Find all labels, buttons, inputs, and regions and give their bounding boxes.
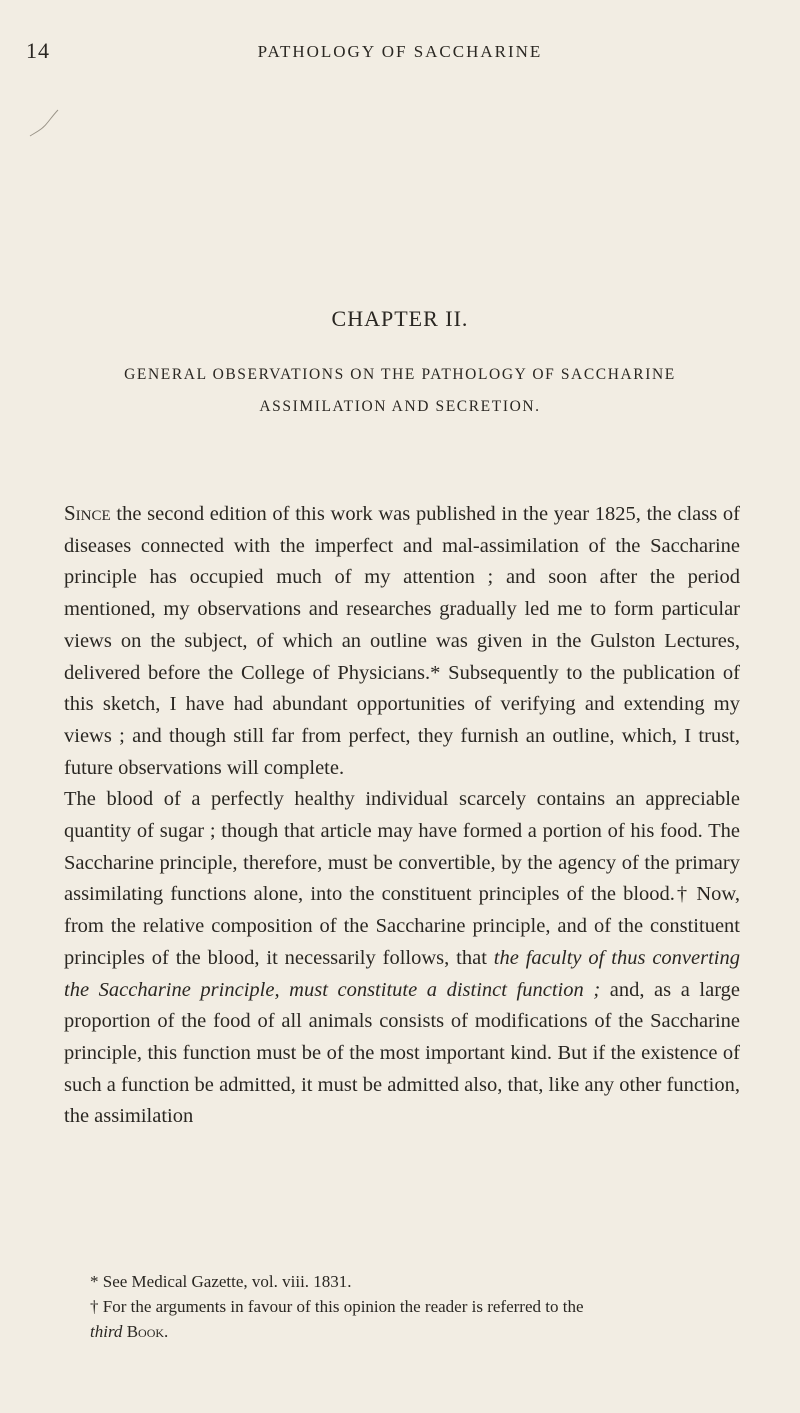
body-text bbox=[64, 498, 740, 1133]
page-number: 14 bbox=[26, 38, 50, 63]
paragraph-1-text: the second edition of this work was published in the year 1825, the class of diseases connected with the imperfect and mal-assimilation of the Saccharine principle has occupied much of my attention ; and soon after the period mentioned, my observations and researches gradually led me to form particular views on the subject, of which an outline was given in the Gulston Lectures, delivered before the College of Physicians.* Subsequently to the publication of this sketch, I have had abundant opportunities of verifying and extending my views ; and though still far from perfect, they furnish an outline, which, I trust, future observations will complete. bbox=[64, 503, 740, 779]
paragraph-1 bbox=[64, 498, 740, 784]
paragraph-2-text-b: and, as a large proportion of the food of all animals consists of modifications of the Saccharine principle, this function must be of the most important kind. But if the existence of such a function be admitted, it must be admitted also, that, like any other function, the assimilation bbox=[64, 978, 740, 1128]
running-title: PATHOLOGY OF SACCHARINE bbox=[257, 42, 543, 61]
chapter-subtitle-line-2: ASSIMILATION AND SECRETION. bbox=[259, 398, 541, 415]
chapter-title: CHAPTER II. bbox=[331, 306, 469, 331]
paragraph-2-text-a: The blood of a perfectly healthy individual scarcely contains an appreciable quantity of sugar ; though that article may have formed a portion of his food. The Saccharine principle, therefore, must be convertible, by the agency of the primary assimilating functions alone, into the constituent principles of the blood.† Now, from the relative composition of the Saccharine principle, and of the constituent principles of the blood, it necessarily follows, that bbox=[64, 788, 740, 969]
footnote-2-end: Book. bbox=[126, 1322, 169, 1341]
footnotes bbox=[64, 1269, 740, 1344]
paragraph-2-italic: the faculty of thus converting the Saccharine principle, must constitute a distinct function ; bbox=[64, 946, 740, 1001]
footnote-2-italic: third bbox=[90, 1322, 123, 1341]
opening-word: Since bbox=[64, 501, 111, 525]
running-head bbox=[0, 38, 800, 68]
footnote-2 bbox=[64, 1294, 740, 1344]
footnote-2-text: † For the arguments in favour of this opinion the reader is referred to the bbox=[90, 1297, 584, 1316]
chapter-subtitle-line-1: GENERAL OBSERVATIONS ON THE PATHOLOGY OF SACCHARINE bbox=[124, 366, 676, 383]
chapter-subtitle bbox=[60, 359, 740, 423]
paragraph-2 bbox=[64, 784, 740, 1133]
pencil-mark-icon bbox=[28, 108, 64, 138]
footnote-1: * See Medical Gazette, vol. viii. 1831. bbox=[90, 1272, 352, 1291]
